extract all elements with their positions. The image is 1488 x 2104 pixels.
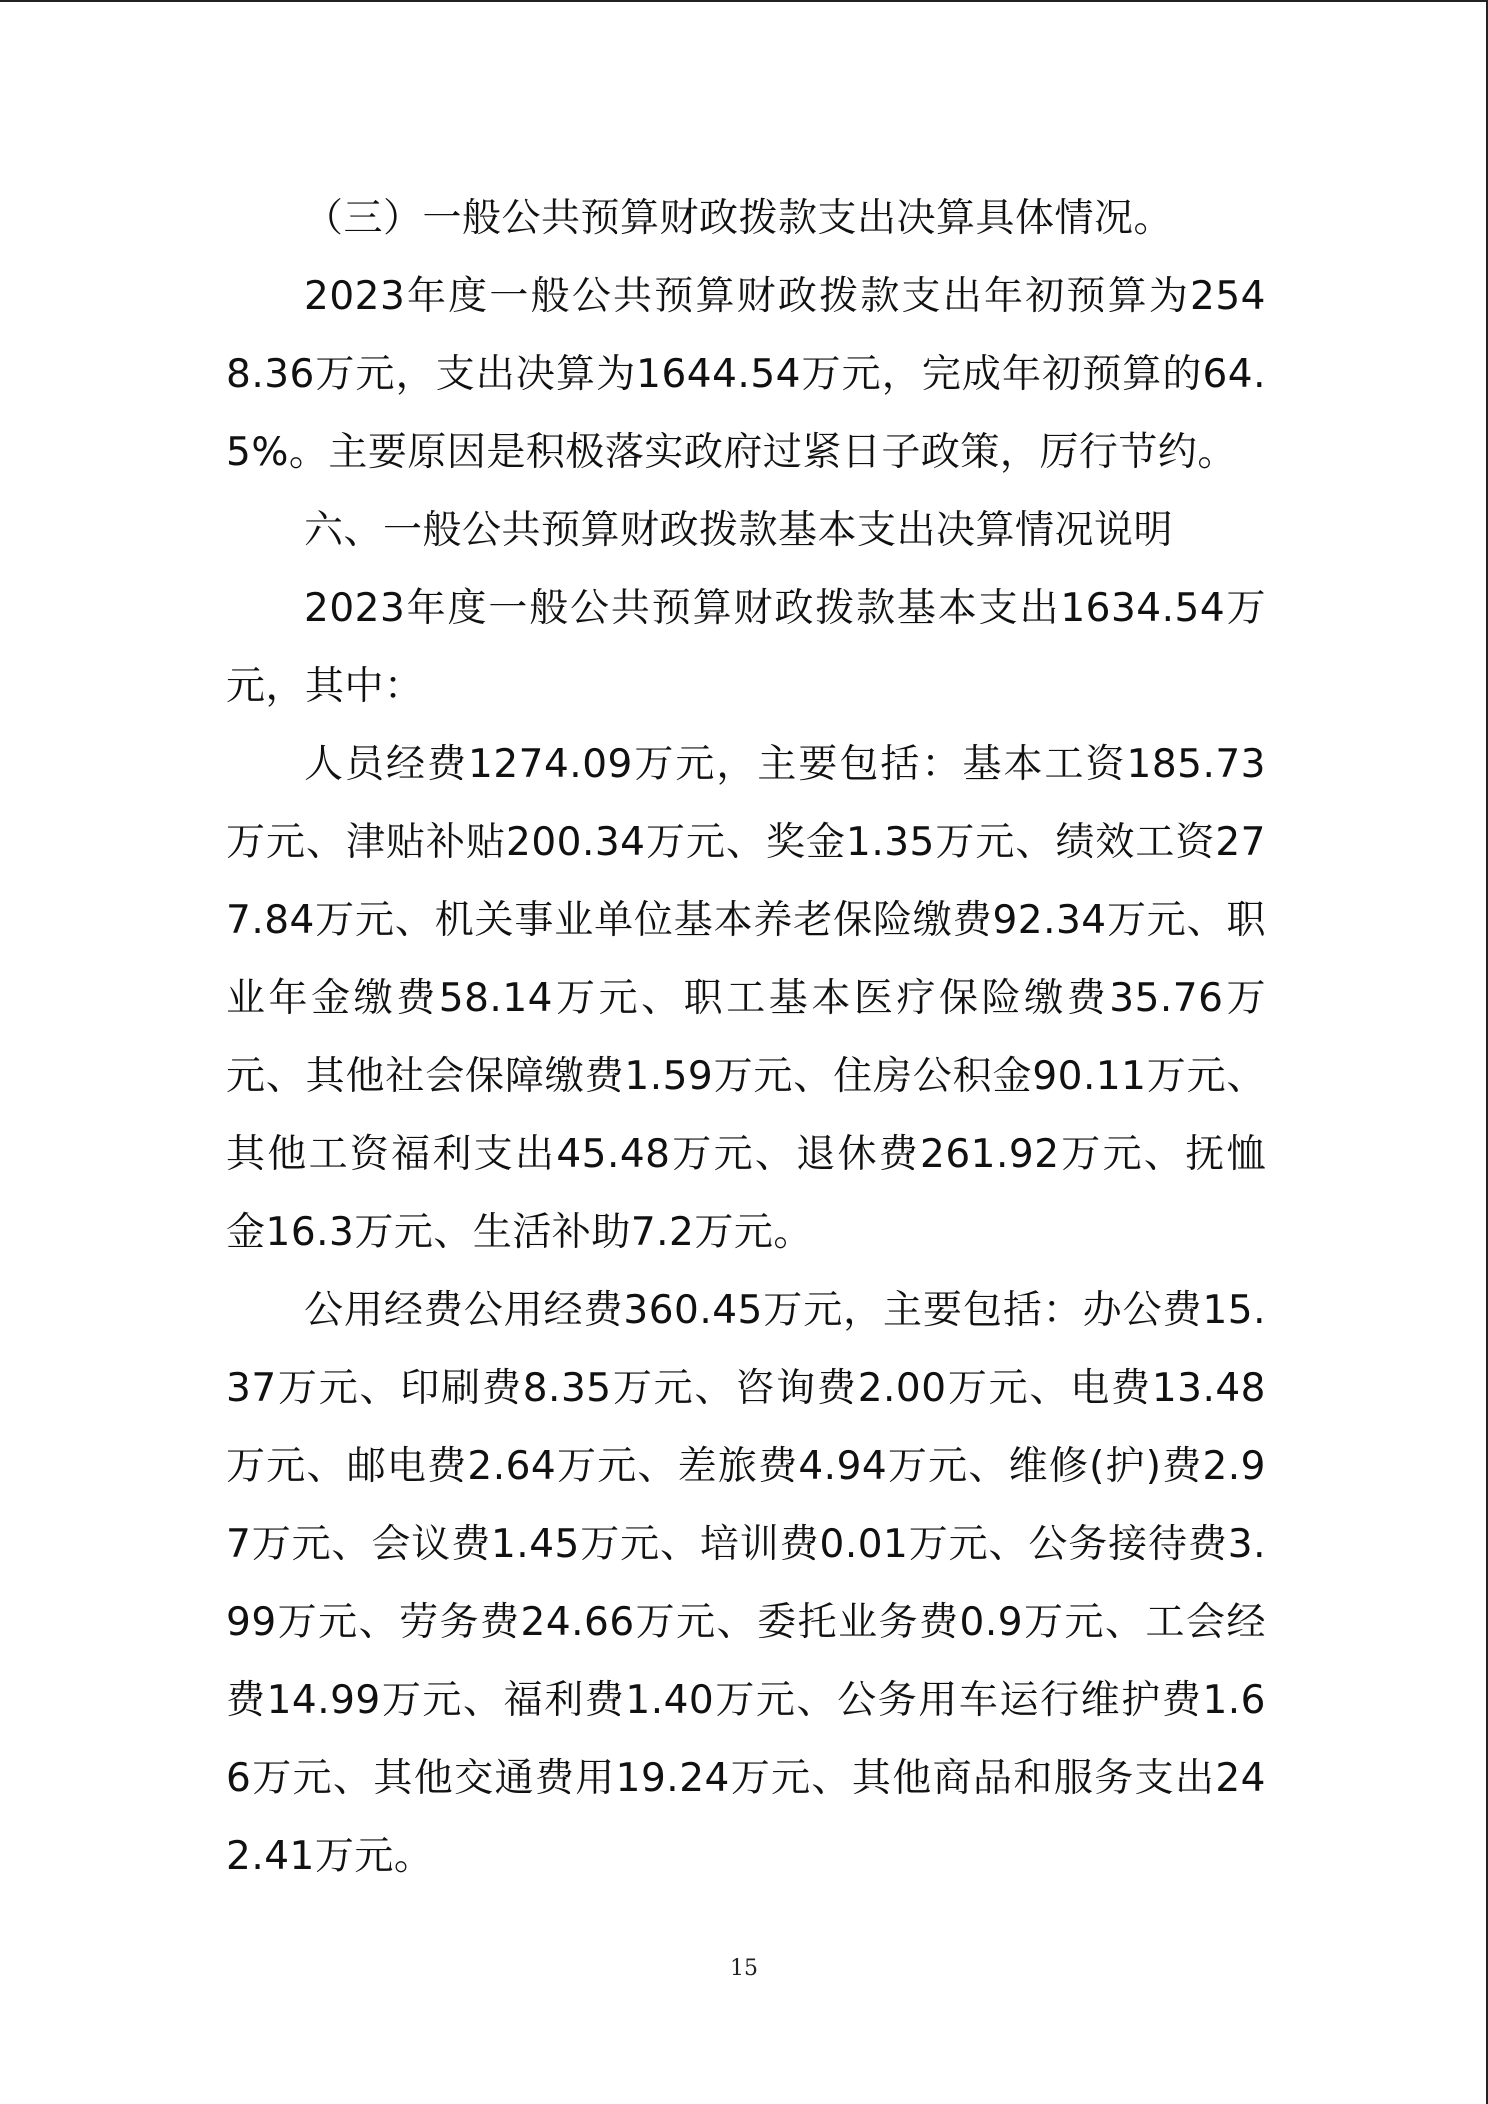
section-heading-basic-expenditure: 六、一般公共预算财政拨款基本支出决算情况说明 bbox=[304, 508, 1174, 553]
paragraph-personnel-costs: 人员经费1274.09万元，主要包括：基本工资185.73万元、津贴补贴200.34万元、奖金1.35万元、绩效工资277.84万元、机关事业单位基本养老保险缴费92.34万元、职业年金缴费58.14万元、职工基本医疗保险缴费35.76万元、其他社会保障缴费1.59万元、住房公积金90.11万元、其他工资福利支出45.48万元、退休费261.92万元、抚恤金16.3万元、生活补助7.2万元。 bbox=[226, 742, 1266, 1255]
page-number: 15 bbox=[730, 1956, 758, 1981]
paragraph-budget-completion: 2023年度一般公共预算财政拨款支出年初预算为2548.36万元，支出决算为1644.54万元，完成年初预算的64.5%。主要原因是积极落实政府过紧日子政策，厉行节约。 bbox=[226, 274, 1266, 475]
document-body bbox=[226, 180, 1266, 1896]
paragraph-basic-expenditure-total: 2023年度一般公共预算财政拨款基本支出1634.54万元，其中： bbox=[226, 586, 1266, 709]
section-heading-expenditure-details: （三）一般公共预算财政拨款支出决算具体情况。 bbox=[304, 196, 1174, 241]
paragraph-public-costs: 公用经费公用经费360.45万元，主要包括：办公费15.37万元、印刷费8.35万元、咨询费2.00万元、电费13.48万元、邮电费2.64万元、差旅费4.94万元、维修(护)费2.97万元、会议费1.45万元、培训费0.01万元、公务接待费3.99万元、劳务费24.66万元、委托业务费0.9万元、工会经费14.99万元、福利费1.40万元、公务用车运行维护费1.66万元、其他交通费用19.24万元、其他商品和服务支出242.41万元。 bbox=[226, 1288, 1266, 1879]
